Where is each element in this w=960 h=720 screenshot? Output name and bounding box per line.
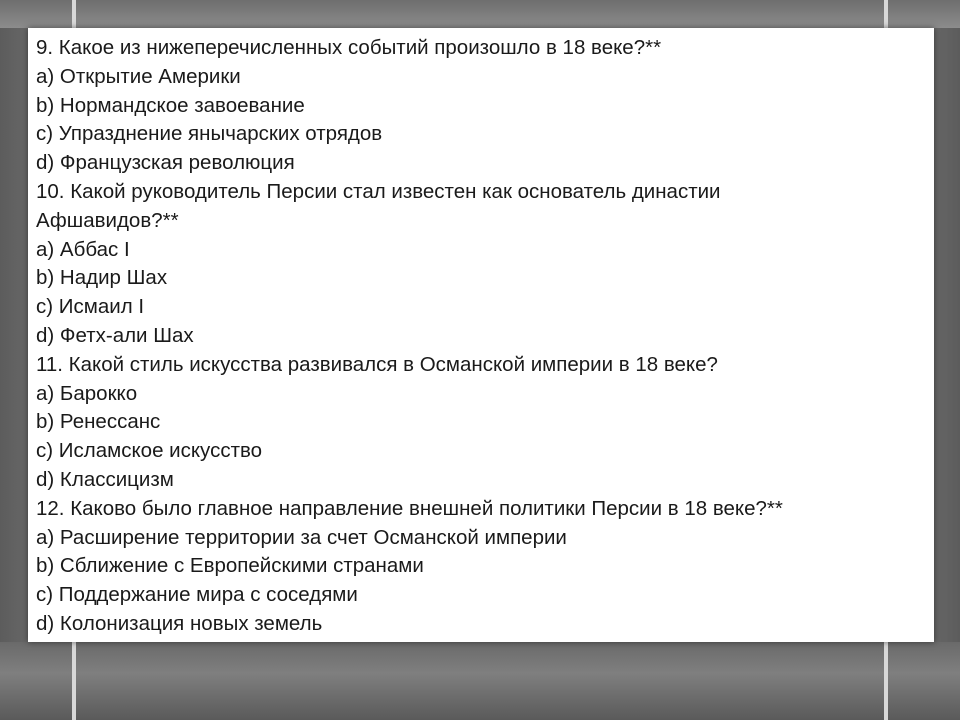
question-10-option-c: c) Исмаил I [36,295,145,319]
quiz-content-box [28,28,934,642]
question-10-option-d: d) Фетх-али Шах [36,323,194,347]
question-11-option-c: c) Исламское искусство [36,439,263,463]
question-12: 12. Каково было главное направление внешней политики Персии в 18 веке?** [36,496,783,520]
question-9: 9. Какое из нижеперечисленных событий произошло в 18 веке?** [36,36,662,59]
question-11: 11. Какой стиль искусства развивался в Османской империи в 18 веке? [36,352,718,376]
bottom-decorative-bar [0,642,960,720]
question-10-option-b: b) Надир Шах [36,266,168,290]
question-12-option-b: b) Сближение с Европейскими странами [36,554,424,578]
question-11-option-a: a) Барокко [36,381,138,405]
quiz-text [36,34,930,639]
question-12-option-a: a) Расширение территории за счет Османской империи [36,525,567,549]
question-9-option-d: d) Французская революция [36,151,295,175]
question-9-option-a: a) Открытие Америки [36,64,241,88]
question-11-option-d: d) Классицизм [36,467,174,491]
top-decorative-bar [0,0,960,28]
question-10: 10. Какой руководитель Персии стал известен как основатель династии [36,179,721,203]
question-10-option-a: a) Аббас I [36,237,130,261]
question-10-continuation: Афшавидов?** [36,208,179,232]
question-9-option-b: b) Нормандское завоевание [36,93,305,117]
question-12-option-d: d) Колонизация новых земель [36,611,323,635]
question-12-option-c: c) Поддержание мира с соседями [36,583,358,607]
question-9-option-c: c) Упразднение янычарских отрядов [36,122,383,146]
question-11-option-b: b) Ренессанс [36,410,161,434]
